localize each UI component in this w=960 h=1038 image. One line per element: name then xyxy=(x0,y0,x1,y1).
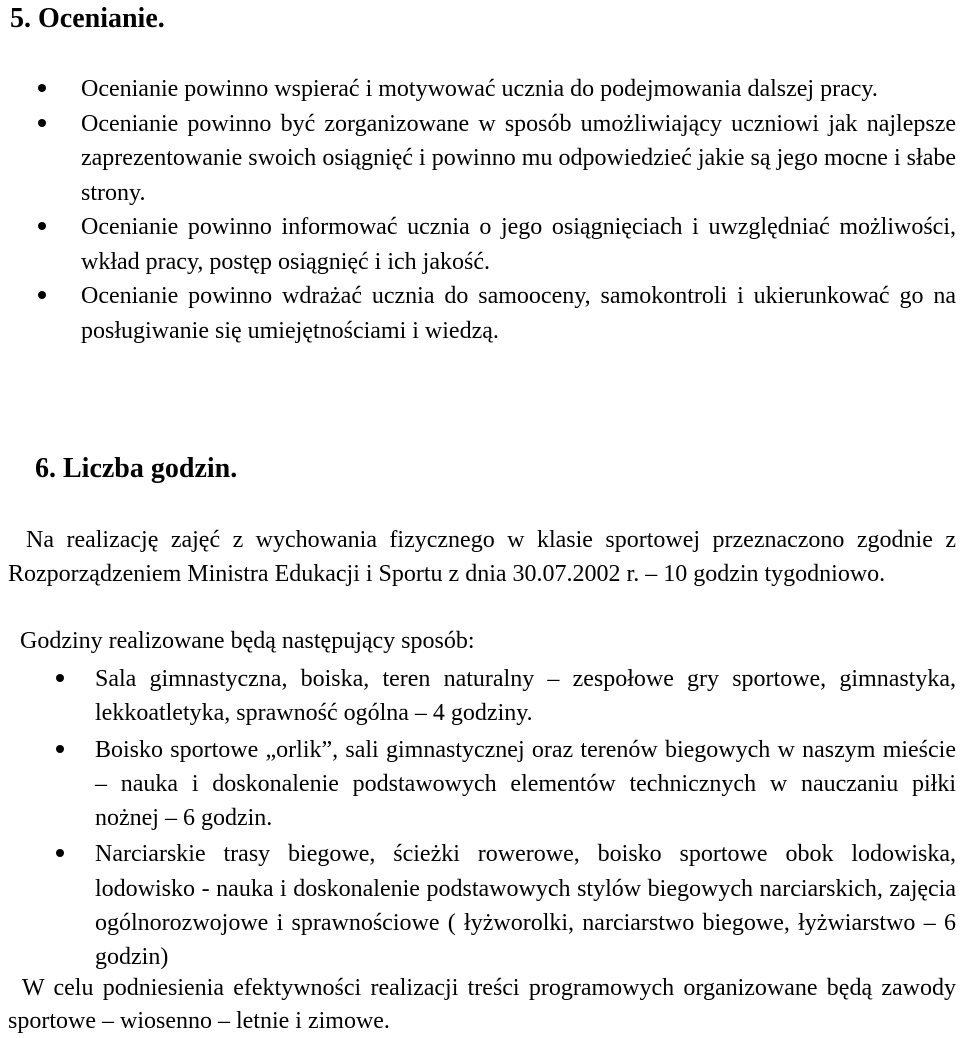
hours-intro-paragraph: Na realizację zajęć z wychowania fizycznego w klasie sportowej przeznaczono zgodnie z Rozporządzeniem Ministra Edukacji i Sportu z dnia 30.07.2002 r. – 10 godzin tygodniowo. xyxy=(8,527,956,587)
list-item xyxy=(0,107,956,211)
list-item-text: Ocenianie powinno wspierać i motywować ucznia do podejmowania dalszej pracy. xyxy=(81,76,878,102)
bullet-icon xyxy=(56,674,64,682)
section-5-heading: 5. Ocenianie. xyxy=(10,3,165,34)
list-item-text: Ocenianie powinno być zorganizowane w sposób umożliwiający uczniowi jak najlepsze zaprezentowanie swoich osiągnięć i powinno mu odpowiedzieć jakie są jego mocne i słabe strony. xyxy=(81,110,956,206)
list-item xyxy=(0,210,956,279)
list-item xyxy=(0,733,956,836)
list-item xyxy=(0,662,956,731)
assessment-list xyxy=(0,72,960,348)
list-item-text: Narciarskie trasy biegowe, ścieżki rowerowe, boisko sportowe obok lodowiska, lodowisko - nauka i doskonalenie podstawowych stylów biegowych narciarskich, zajęcia ogólnorozwojowe i sprawnościowe ( łyżworolki, narciarstwo biegowe, łyżwiarstwo – 6 godzin) xyxy=(95,841,956,971)
bullet-icon xyxy=(38,84,46,92)
closing-paragraph: W celu podniesienia efektywności realizacji treści programowych organizowane będą zawody sportowe – wiosenno – letnie i zimowe. xyxy=(8,975,956,1034)
bullet-icon xyxy=(38,222,46,230)
list-item xyxy=(0,837,956,974)
list-item-text: Ocenianie powinno informować ucznia o jego osiągnięciach i uwzględniać możliwości, wkład pracy, postęp osiągnięć i ich jakość. xyxy=(81,214,956,275)
list-item-text: Sala gimnastyczna, boiska, teren naturalny – zespołowe gry sportowe, gimnastyka, lekkoatletyka, sprawność ogólna – 4 godziny. xyxy=(95,666,956,727)
hours-lead-text: Godziny realizowane będą następujący sposób: xyxy=(20,628,475,654)
section-6-heading: 6. Liczba godzin. xyxy=(35,453,238,484)
bullet-icon xyxy=(56,745,64,753)
bullet-icon xyxy=(38,119,46,127)
hours-list xyxy=(0,662,960,975)
bullet-icon xyxy=(56,849,64,857)
list-item xyxy=(0,72,956,107)
list-item-text: Boisko sportowe „orlik”, sali gimnastycznej oraz terenów biegowych w naszym mieście – nauka i doskonalenie podstawowych elementów technicznych w nauczaniu piłki nożnej – 6 godzin. xyxy=(95,736,956,832)
list-item xyxy=(0,279,956,348)
list-item-text: Ocenianie powinno wdrażać ucznia do samooceny, samokontroli i ukierunkować go na posługiwanie się umiejętnościami i wiedzą. xyxy=(81,283,956,344)
bullet-icon xyxy=(38,291,46,299)
